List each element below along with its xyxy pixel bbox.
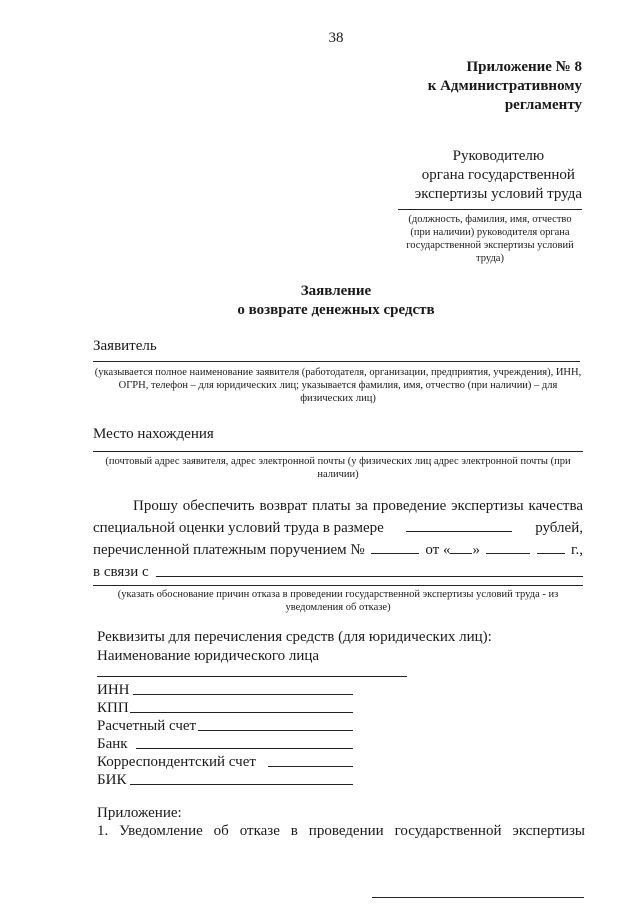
corr-account-row (97, 754, 256, 772)
location-hint: (почтовый адрес заявителя, адрес электронной почты (у физических лиц адрес электронной почты (при наличии) (105, 456, 571, 480)
inn-field-line[interactable] (133, 694, 353, 695)
corr-account-label: Корреспондентский счет (97, 754, 256, 770)
account-field-line[interactable] (198, 730, 353, 731)
reason-field-line-2[interactable] (93, 585, 583, 586)
annex-line-1: Приложение № 8 (466, 59, 582, 75)
title-line-2: о возврате денежных средств (237, 302, 435, 318)
document-title (0, 282, 640, 320)
recipient-line-2: органа государственной (421, 167, 575, 183)
bik-row (97, 772, 126, 790)
bik-field-line[interactable] (130, 784, 353, 785)
bank-label: Банк (97, 736, 128, 752)
bik-label: БИК (97, 772, 127, 788)
legal-entity-name-label: Наименование юридического лица (97, 648, 320, 664)
location-label: Место нахождения (93, 426, 214, 442)
recipient-signature-line[interactable] (398, 209, 582, 210)
bank-row (97, 736, 128, 754)
account-label: Расчетный счет (97, 718, 197, 734)
date-open-quote: от « (425, 542, 451, 558)
request-line-2-text: специальной оценки условий труда в размере (93, 520, 384, 536)
date-close-quote: » (472, 542, 480, 558)
corr-account-field-line[interactable] (268, 766, 353, 767)
bank-field-line[interactable] (136, 748, 353, 749)
request-line-2 (93, 517, 583, 539)
request-line-2-unit: рублей, (535, 520, 583, 536)
requisites-heading: Реквизиты для перечисления средств (для юридических лиц): (97, 629, 492, 645)
payment-order-number-field[interactable] (371, 539, 419, 554)
date-group (425, 539, 480, 561)
amount-field[interactable] (406, 517, 512, 532)
annex-header (428, 58, 582, 115)
recipient-hint: (должность, фамилия, имя, отчество (при наличии) руководителя органа государственной экспертизы условий труда) (406, 214, 574, 264)
kpp-label: КПП (97, 700, 129, 716)
request-line-3-year: г., (571, 542, 583, 558)
footnote-separator (372, 897, 584, 898)
title-line-1: Заявление (300, 283, 372, 299)
kpp-field-line[interactable] (130, 712, 353, 713)
request-line-4-label: в связи с (93, 564, 149, 580)
attachment-item-1: 1. Уведомление об отказе в проведении государственной экспертизы (97, 823, 585, 839)
location-field-line[interactable] (93, 451, 583, 452)
legal-entity-name-line[interactable] (97, 676, 407, 677)
month-field[interactable] (486, 539, 530, 554)
recipient-line-3: экспертизы условий труда (414, 186, 582, 202)
recipient-block (415, 147, 582, 204)
request-line-3 (93, 539, 583, 561)
reason-hint: (указать обоснование причин отказа в проведении государственной экспертизы условий труда - из уведомления об отказе) (117, 589, 559, 613)
request-line-1: Прошу обеспечить возврат платы за проведение экспертизы качества (133, 498, 583, 514)
year-field[interactable] (537, 539, 565, 554)
applicant-hint: (указывается полное наименование заявителя (работодателя, организации, предприятия, учреждения), ИНН, ОГРН, телефон – для юридических лиц; указывается фамилия, имя, отчество (при наличии) – для физических лиц) (94, 367, 582, 404)
applicant-field-line[interactable] (93, 361, 580, 362)
annex-line-3: регламенту (504, 97, 582, 113)
request-line-3-text: перечисленной платежным поручением № (93, 542, 365, 558)
account-row (97, 718, 196, 736)
inn-row (97, 682, 130, 700)
recipient-line-1: Руководителю (452, 148, 545, 164)
kpp-row (97, 700, 129, 718)
annex-line-2: к Административному (427, 78, 582, 94)
attachment-heading: Приложение: (97, 805, 182, 821)
day-field[interactable] (450, 539, 472, 554)
page-number: 38 (328, 30, 344, 46)
applicant-label: Заявитель (93, 338, 157, 354)
inn-label: ИНН (97, 682, 130, 698)
reason-field-line[interactable] (156, 576, 583, 577)
